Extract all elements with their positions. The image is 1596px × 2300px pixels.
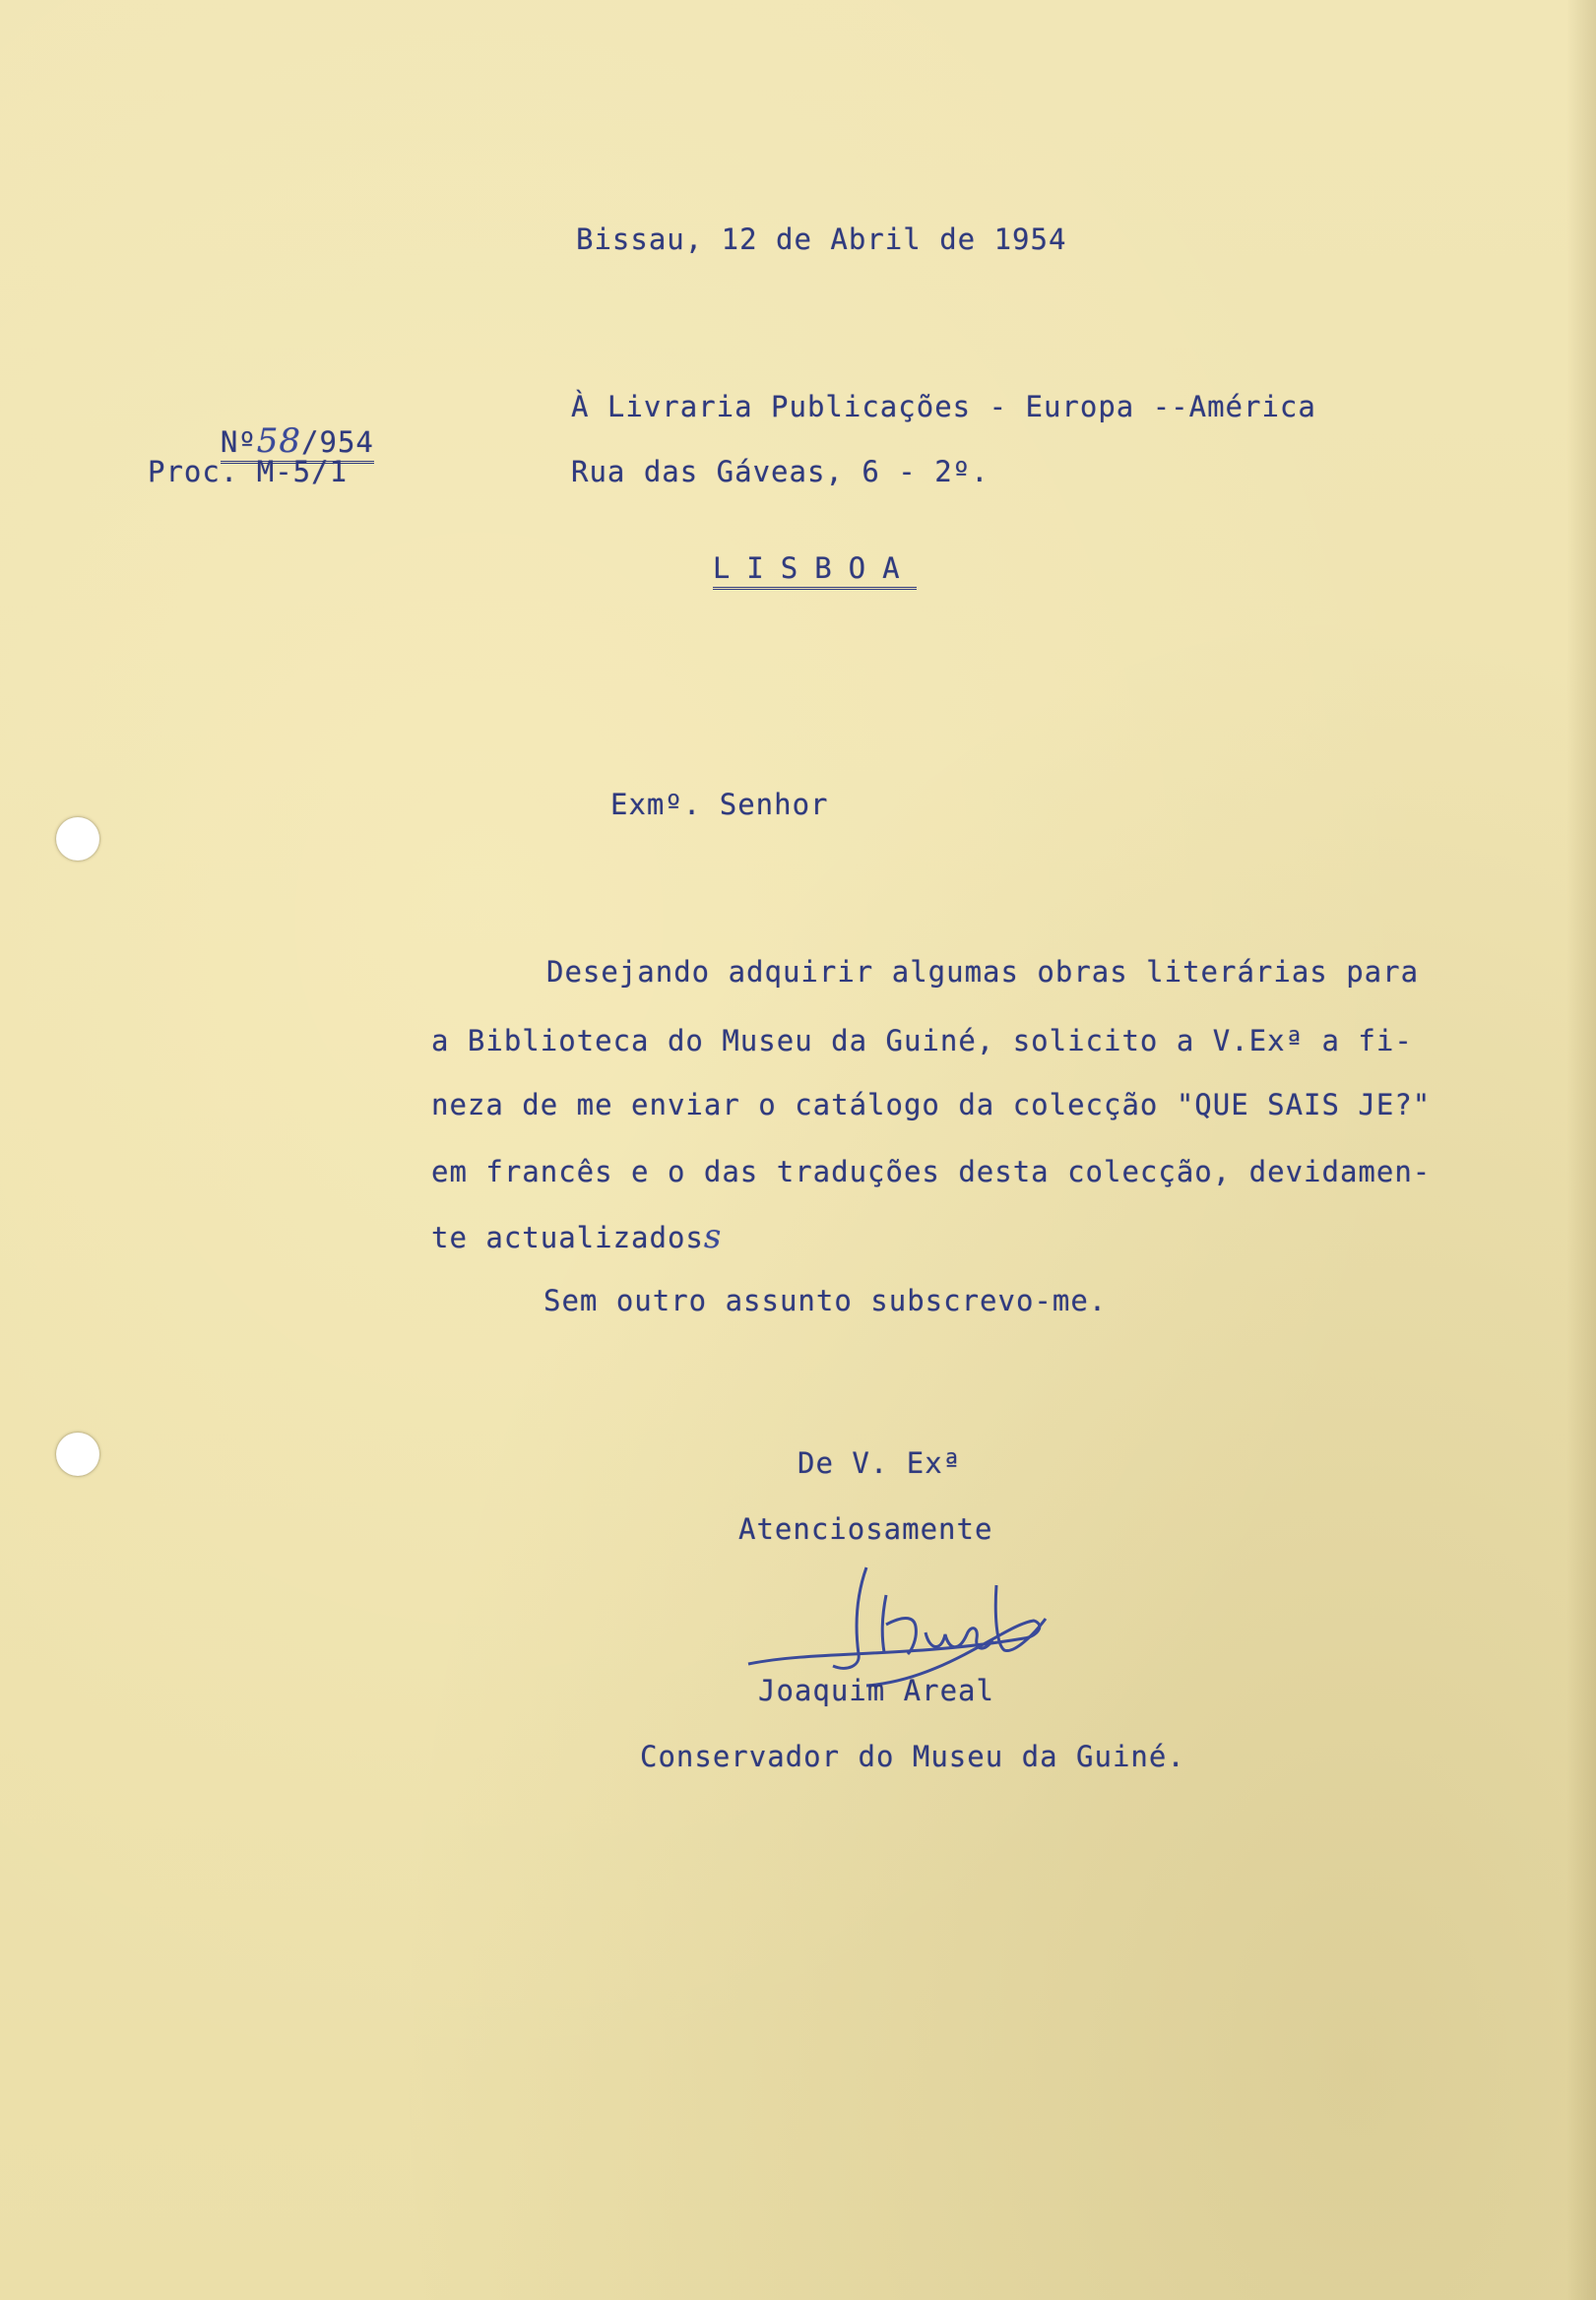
recipient-city-underlined: LISBOA [713,551,917,590]
recipient-street: Rua das Gáveas, 6 - 2º. [571,455,990,488]
reference-suffix: /954 [301,425,374,459]
valediction-atenciosamente: Atenciosamente [738,1512,993,1546]
reference-prefix: Nº [220,425,257,459]
signatory-name: Joaquim Areal [758,1674,994,1707]
salutation: Exmº. Senhor [610,788,829,821]
recipient-city [577,518,917,618]
closing-line: Sem outro assunto subscrevo-me. [543,1284,1108,1317]
page-edge-shadow [1566,0,1596,2300]
handwritten-signature [738,1556,1063,1693]
body-line-2: a Biblioteca do Museu da Guiné, solicito a V.Exª a fi- [431,1024,1413,1057]
body-line-4: em francês e o das traduções desta colecção, devidamen- [431,1155,1432,1188]
body-line-5 [431,1217,722,1256]
proc-reference: Proc. M-5/1 [148,455,349,488]
body-line-1: Desejando adquirir algumas obras literárias para [546,955,1420,989]
punch-hole-top [56,817,99,861]
reference-handwritten-number: 58 [256,421,302,461]
recipient-name: À Livraria Publicações - Europa --América [571,390,1316,423]
body-line-5-text: te actualizados [431,1221,704,1254]
punch-hole-bottom [56,1433,99,1476]
body-handwritten-mark: s [703,1217,723,1256]
date-line: Bissau, 12 de Abril de 1954 [576,223,1067,256]
body-line-3: neza de me enviar o catálogo da colecção "QUE SAIS JE?" [431,1088,1432,1121]
valediction: De V. Exª [798,1446,962,1480]
signatory-title: Conservador do Museu da Guiné. [640,1740,1185,1773]
